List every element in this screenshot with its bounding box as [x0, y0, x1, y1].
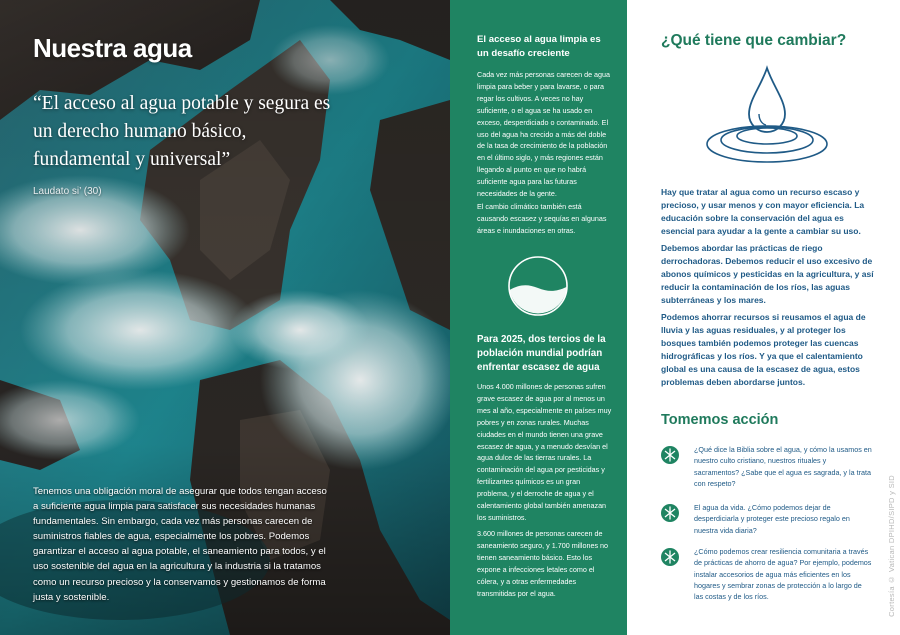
paragraph-reuse: Podemos ahorrar recursos si reusamos el agua de lluvia y las aguas residuales, y al proteger los bosques también podemos proteger las cuencas hidrográficas y los ríos. Y ya que el calentamiento global es una causa de la escasez de agua, estos problemas deben abordarse juntos. — [661, 312, 866, 388]
quote-source: Laudato si’ (30) — [33, 186, 102, 197]
paragraph-treat-water: Hay que tratar al agua como un recurso escaso y precioso, y usar menos y con mayor eficiencia. La educación sobre la conservación del agua es esencial para ayudar a la gente a cambiar su uso. — [661, 187, 865, 237]
photo-credit: Cortesía © Vatican DPIHD/SIPD y SID — [887, 475, 896, 617]
action-text: El agua da vida. ¿Cómo podemos dejar de desperdiciarla y proteger este precioso regalo en nuestra vida diaria? — [694, 503, 850, 535]
water-level-icon — [506, 254, 570, 318]
green-info-column — [450, 0, 627, 635]
action-icon — [661, 446, 679, 464]
paragraph-4000-million: Unos 4.000 millones de personas sufren grave escasez de agua por al menos un mes al año, especialmente en países muy pobres y en zonas rurales. Muchas ciudades en el mundo tienen una grave escasez de agua, y a menudo desvían el agua dulce de las tierras rurales. La contaminación del agua por pesticidas y fertilizantes químicos es un gran problema, y el derroche de agua y el calentamiento global también amenazan los suministros. — [477, 382, 612, 522]
heading-2025-scarcity: Para 2025, dos tercios de la población mundial podrían enfrentar escasez de agua — [477, 334, 606, 374]
heading-clean-water-challenge: El acceso al agua limpia es un desafío creciente — [477, 34, 601, 59]
paragraph-climate-change: El cambio climático también está causando escasez y sequías en algunas áreas e inundaciones en otras. — [477, 202, 607, 235]
right-column — [627, 0, 900, 635]
action-text: ¿Cómo podemos crear resiliencia comunitaria a través de prácticas de ahorro de agua? Por ejemplo, podemos instalar accesorios de agua más eficientes en los hogares y sembrar zonas de protección a lo largo de las costas y de los ríos. — [694, 547, 872, 602]
take-action-title: Tomemos acción — [661, 412, 779, 428]
laudato-si-quote: “El acceso al agua potable y segura es un derecho humano básico, fundamental y universal” — [33, 93, 331, 170]
paragraph-irrigation: Debemos abordar las prácticas de riego derrochadoras. Debemos reducir el uso excesivo de abonos químicos y pesticidas en la agricultura, y así reducir la contaminación de los ríos, las aguas subterráneas y los mares. — [661, 243, 874, 306]
what-must-change-title: ¿Qué tiene que cambiar? — [661, 32, 847, 49]
intro-paragraph: Tenemos una obligación moral de asegurar que todos tengan acceso a suficiente agua limpia para satisfacer sus necesidades humanas fundamentales. Sin embargo, cada vez más personas carecen de suministros fiables de agua, especialmente los pobres. Podemos garantizar el acceso al agua potable, el saneamiento para todos, y el uso sostenible del agua en la agricultura y la industria si la tratamos como un recurso precioso y la conservamos y gestionamos de forma justa y sostenible. — [33, 486, 327, 603]
action-icon — [661, 504, 679, 522]
action-icon — [661, 548, 679, 566]
action-text: ¿Qué dice la Biblia sobre el agua, y cómo la usamos en nuestro culto cristiano, nuestros rituales y sacramentos? ¿Sabe que el agua es sagrada, y la trata con respeto? — [694, 445, 872, 488]
water-drop-icon — [703, 62, 831, 170]
page-title: Nuestra agua — [33, 33, 192, 63]
paragraph-water-scarcity: Cada vez más personas carecen de agua limpia para beber y para lavarse, o para regar los cultivos. A veces no hay suficiente, o el agua se ha usado en exceso, desperdiciado o contaminado. El uso del agua ha crecido a más del doble de la tasa de crecimiento de la población en el último siglo, y más regiones están llegando al punto en que no habrá suficiente agua para las futuras necesidades de la gente. — [477, 70, 611, 199]
paragraph-sanitation: 3.600 millones de personas carecen de saneamiento seguro, y 1.700 millones no tienen saneamiento básico. Esto los expone a infecciones letales como el cólera, y a otras enfermedades transmitidas por el agua. — [477, 529, 609, 598]
